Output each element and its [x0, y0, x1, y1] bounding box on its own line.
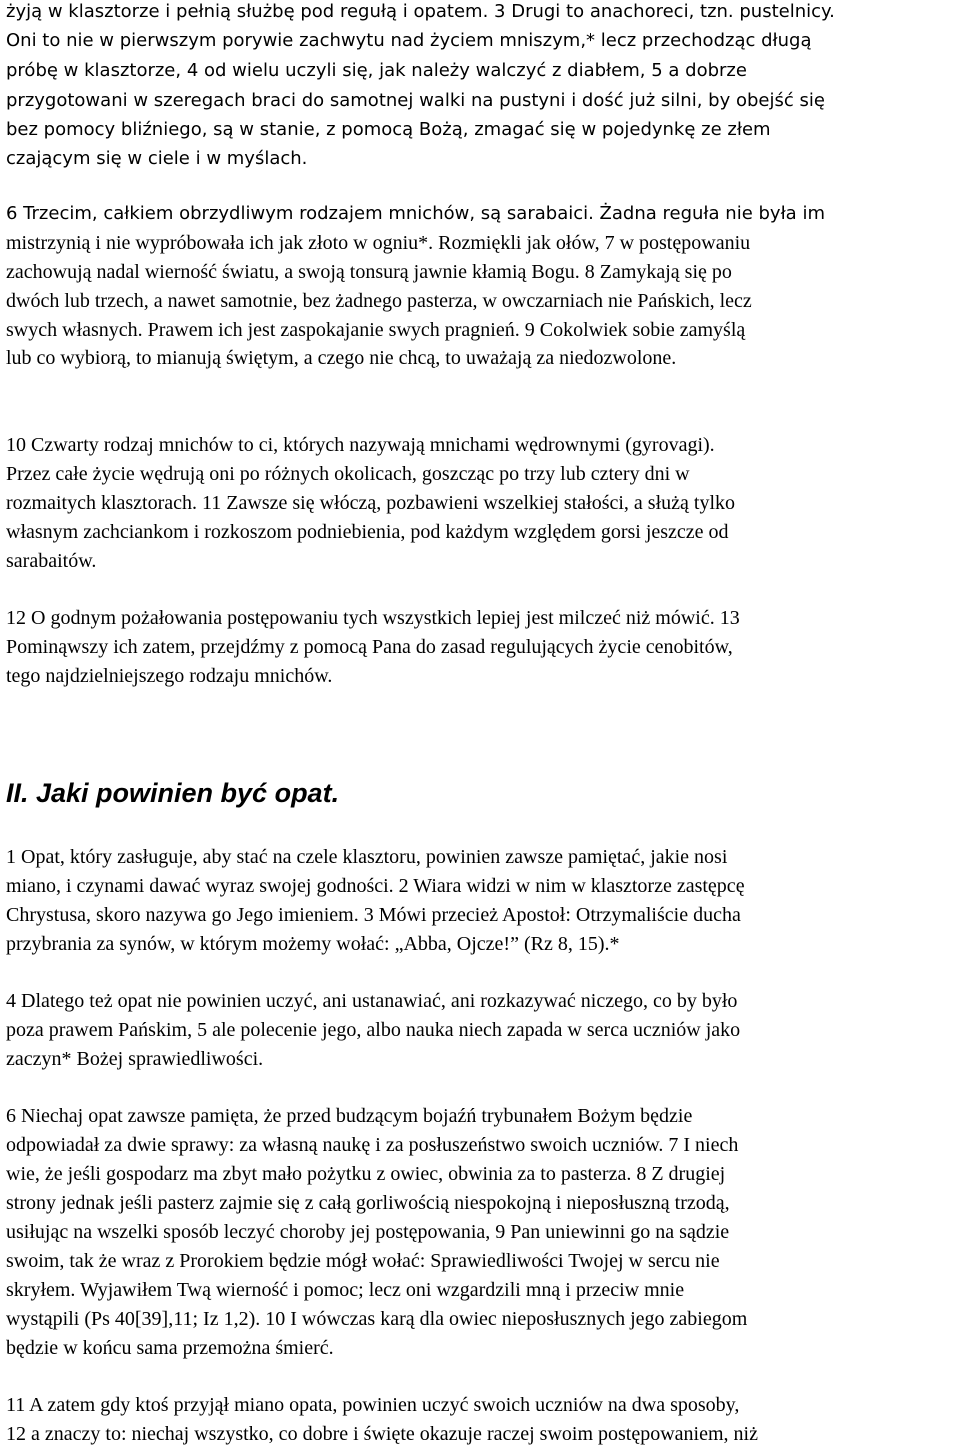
text-line: 12 a znaczy to: niechaj wszystko, co dobre i święte okazuje raczej swoim postępowaniem, niż	[6, 1423, 758, 1445]
text-line: 6 Niechaj opat zawsze pamięta, że przed budzącym bojaźń trybunałem Bożym będzie	[6, 1105, 693, 1127]
text-line: 12 O godnym pożałowania postępowaniu tych wszystkich lepiej jest milczeć niż mówić. 13	[6, 607, 740, 629]
text-line: czającym się w ciele i w myślach.	[6, 148, 308, 169]
text-line: strony jednak jeśli pasterz zajmie się z całą gorliwością niespokojną i nieposłuszną trzodą,	[6, 1192, 730, 1214]
text-line: mistrzynią i nie wypróbowała ich jak złoto w ogniu*. Rozmiękli jak ołów, 7 w postępowaniu	[6, 232, 751, 254]
text-line: próbę w klasztorze, 4 od wielu uczyli się, jak należy walczyć z diabłem, 5 a dobrze	[6, 60, 747, 81]
section-heading: II. Jaki powinien być opat.	[6, 778, 340, 808]
text-line: Oni to nie w pierwszym porywie zachwytu nad życiem mniszym,* lecz przechodząc długą	[6, 30, 812, 51]
text-line: zachowują nadal wierność światu, a swoją tonsurą jawnie kłamią Bogu. 8 Zamykają się po	[6, 261, 732, 283]
text-line: będzie w końcu sama przemożna śmierć.	[6, 1337, 334, 1359]
text-line: miano, i czynami dawać wyraz swojej godności. 2 Wiara widzi w nim w klasztorze zastępcę	[6, 875, 745, 897]
text-line: poza prawem Pańskim, 5 ale polecenie jego, albo nauka niech zapada w serca uczniów jako	[6, 1019, 741, 1041]
text-line: Przez całe życie wędrują oni po różnych okolicach, goszcząc po trzy lub cztery dni w	[6, 463, 690, 485]
text-line: Chrystusa, skoro nazywa go Jego imieniem. 3 Mówi przecież Apostoł: Otrzymaliście ducha	[6, 904, 741, 926]
text-line: 6 Trzecim, całkiem obrzydliwym rodzajem mnichów, są sarabaici. Żadna reguła nie była im	[6, 203, 825, 224]
text-line: lub co wybiorą, to mianują świętym, a czego nie chcą, to uważają za niedozwolone.	[6, 347, 677, 369]
text-line: 1 Opat, który zasługuje, aby stać na czele klasztoru, powinien zawsze pamiętać, jakie nosi	[6, 846, 728, 868]
text-line: żyją w klasztorze i pełnią służbę pod regułą i opatem. 3 Drugi to anachoreci, tzn. pustelnicy.	[6, 1, 835, 22]
text-line: swych własnych. Prawem ich jest zaspokajanie swych pragnień. 9 Cokolwiek sobie zamyślą	[6, 319, 746, 341]
text-line: wie, że jeśli gospodarz ma zbyt mało pożytku z owiec, obwinia za to pasterza. 8 Z drugiej	[6, 1163, 726, 1185]
text-line: wystąpili (Ps 40[39],11; Iz 1,2). 10 I wówczas karą dla owiec nieposłusznych jego zabiegom	[6, 1308, 748, 1330]
text-line: Pominąwszy ich zatem, przejdźmy z pomocą Pana do zasad regulujących życie cenobitów,	[6, 636, 733, 658]
text-line: usiłując na wszelki sposób leczyć choroby jej postępowania, 9 Pan uniewinni go na sądzie	[6, 1221, 730, 1243]
text-line: przybrania za synów, w którym możemy wołać: „Abba, Ojcze!” (Rz 8, 15).*	[6, 933, 620, 955]
text-line: własnym zachciankom i rozkoszom podniebienia, pod każdym względem gorsi jeszcze od	[6, 521, 729, 543]
text-line: 11 A zatem gdy ktoś przyjął miano opata, powinien uczyć swoich uczniów na dwa sposoby,	[6, 1394, 740, 1416]
text-line: tego najdzielniejszego rodzaju mnichów.	[6, 665, 333, 687]
text-line: zaczyn* Bożej sprawiedliwości.	[6, 1048, 264, 1070]
text-line: przygotowani w szeregach braci do samotnej walki na pustyni i dość już silni, by obejść się	[6, 90, 825, 111]
text-line: rozmaitych klasztorach. 11 Zawsze się włóczą, pozbawieni wszelkiej stałości, a służą tylko	[6, 492, 735, 514]
text-line: 4 Dlatego też opat nie powinien uczyć, ani ustanawiać, ani rozkazywać niczego, co by było	[6, 990, 738, 1012]
text-line: sarabaitów.	[6, 550, 97, 572]
text-line: 10 Czwarty rodzaj mnichów to ci, których nazywają mnichami wędrownymi (gyrovagi).	[6, 434, 715, 456]
text-line: odpowiadał za dwie sprawy: za własną naukę i za posłuszeństwo swoich uczniów. 7 I niech	[6, 1134, 739, 1156]
text-line: bez pomocy bliźniego, są w stanie, z pomocą Bożą, zmagać się w pojedynkę ze złem	[6, 119, 771, 140]
text-line: skryłem. Wyjawiłem Twą wierność i pomoc; lecz oni wzgardzili mną i przeciw mnie	[6, 1279, 685, 1301]
text-line: dwóch lub trzech, a nawet samotnie, bez żadnego pasterza, w owczarniach nie Pańskich, lecz	[6, 290, 752, 312]
text-line: swoim, tak że wraz z Prorokiem będzie mógł wołać: Sprawiedliwości Twojej w sercu nie	[6, 1250, 720, 1272]
